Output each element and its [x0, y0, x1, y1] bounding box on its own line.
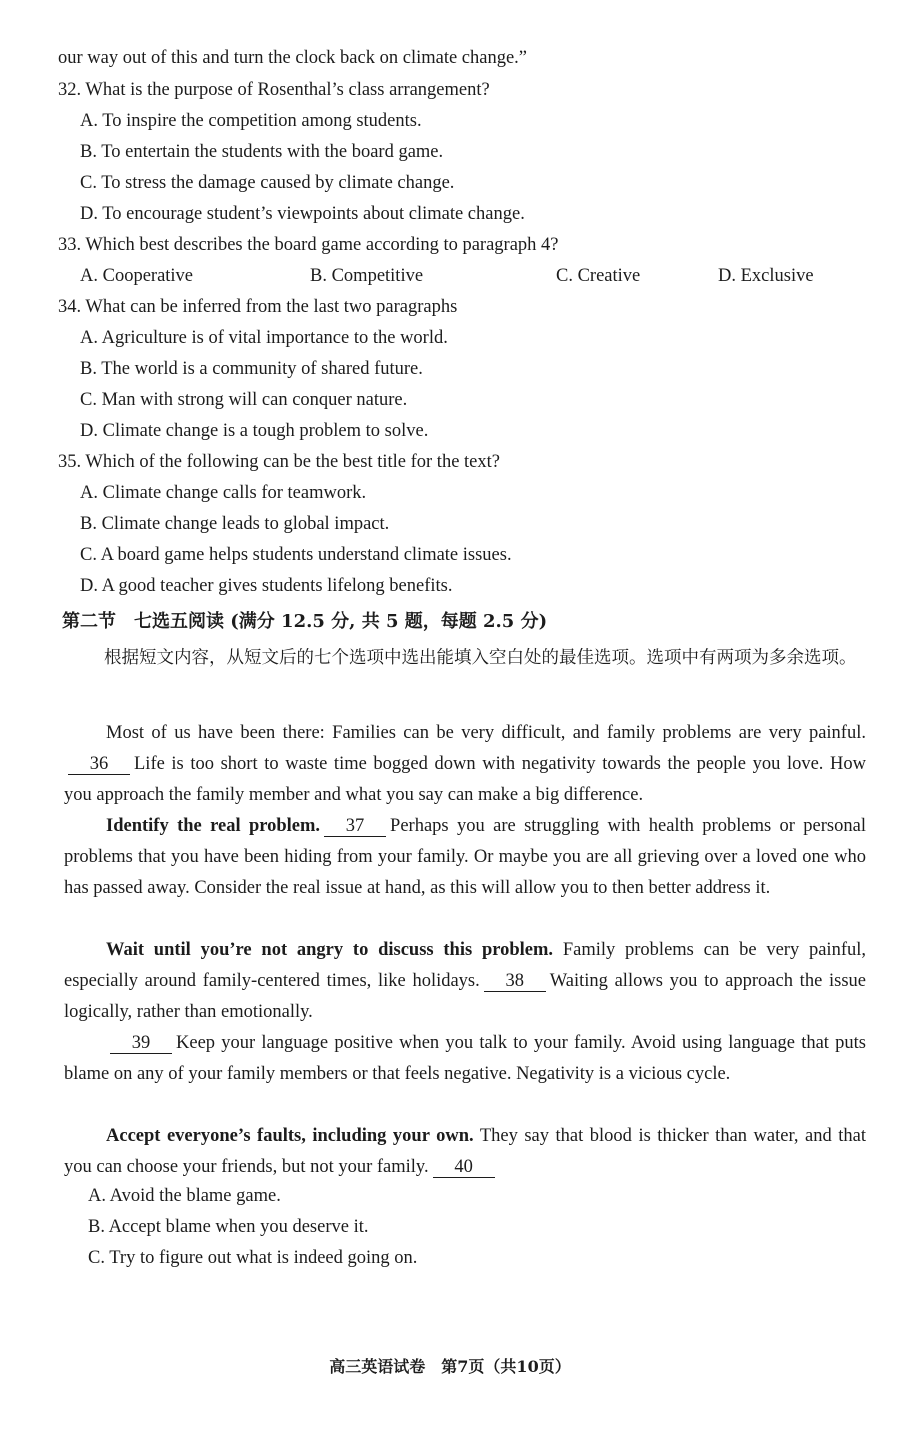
- passage-paragraph-2: [64, 811, 866, 904]
- section-instruction: 根据短文内容，从短文后的七个选项中选出能填入空白处的最佳选项。选项中有两项为多余选项。: [104, 648, 857, 668]
- question-35-option-c: C. A board game helps students understand climate issues.: [80, 545, 512, 565]
- blank-38: 38: [484, 971, 546, 992]
- question-32-option-b: B. To entertain the students with the board game.: [80, 142, 444, 162]
- blank-40: 40: [433, 1157, 495, 1178]
- passage-paragraph-1: [64, 718, 866, 811]
- blank-39: 39: [110, 1033, 172, 1054]
- paragraph-5-text: They say that blood is thicker than water, and that you can choose your friends, but not your family.: [64, 1126, 866, 1177]
- question-34-option-b: B. The world is a community of shared future.: [80, 359, 423, 379]
- question-32-option-a: A. To inspire the competition among students.: [80, 111, 422, 131]
- passage-paragraph-5: [64, 1121, 866, 1183]
- blank-37: 37: [324, 816, 386, 837]
- question-35-stem: 35. Which of the following can be the best title for the text?: [58, 452, 500, 472]
- section-heading: 第二节 七选五阅读 (满分 12.5 分, 共 5 题，每题 2.5 分): [62, 611, 548, 632]
- seven-option-a: A. Avoid the blame game.: [88, 1186, 281, 1206]
- question-35-option-b: B. Climate change leads to global impact.: [80, 514, 390, 534]
- question-33-option-d: D. Exclusive: [718, 266, 814, 286]
- question-33-option-c: C. Creative: [556, 266, 641, 286]
- paragraph-3-text-a: Family problems can be very painful, especially around family-centered times, like holidays.: [64, 940, 866, 991]
- question-34-option-a: A. Agriculture is of vital importance to the world.: [80, 328, 448, 348]
- paragraph-5-lead: Accept everyone’s faults, including your own.: [106, 1126, 474, 1146]
- passage-continuation-line: our way out of this and turn the clock back on climate change.”: [58, 48, 528, 68]
- paragraph-2-lead: Identify the real problem.: [106, 816, 321, 836]
- question-35-option-a: A. Climate change calls for teamwork.: [80, 483, 367, 503]
- question-32-option-c: C. To stress the damage caused by climate change.: [80, 173, 455, 193]
- paragraph-4-text: Keep your language positive when you talk to your family. Avoid using language that puts blame on any of your family members or that feels negative. Negativity is a vicious cycle.: [64, 1033, 866, 1084]
- question-33-stem: 33. Which best describes the board game according to paragraph 4?: [58, 235, 559, 255]
- paragraph-1-text-a: Most of us have been there: Families can be very difficult, and family problems are very painful.: [106, 723, 866, 743]
- seven-option-c: C. Try to figure out what is indeed going on.: [88, 1248, 418, 1268]
- question-34-stem: 34. What can be inferred from the last two paragraphs: [58, 297, 458, 317]
- paragraph-2-text: Perhaps you are struggling with health problems or personal problems that you have been hiding from your family. Or maybe you are all grieving over a loved one who has passed away. Consider the real issue at hand, as this will allow you to then better address it.: [64, 816, 866, 898]
- question-33-option-a: A. Cooperative: [80, 266, 194, 286]
- question-33-option-b: B. Competitive: [310, 266, 424, 286]
- question-32-option-d: D. To encourage student’s viewpoints about climate change.: [80, 204, 525, 224]
- paragraph-3-text-b: Waiting allows you to approach the issue logically, rather than emotionally.: [64, 971, 866, 1022]
- passage-paragraph-4: [64, 1028, 866, 1090]
- passage-paragraph-3: [64, 935, 866, 1028]
- question-35-option-d: D. A good teacher gives students lifelong benefits.: [80, 576, 453, 596]
- paragraph-1-text-b: Life is too short to waste time bogged down with negativity towards the people you love. How you approach the family member and what you say can make a big difference.: [64, 754, 866, 805]
- blank-36: 36: [68, 754, 130, 775]
- seven-option-b: B. Accept blame when you deserve it.: [88, 1217, 369, 1237]
- question-32-stem: 32. What is the purpose of Rosenthal’s class arrangement?: [58, 80, 490, 100]
- paragraph-3-lead: Wait until you’re not angry to discuss this problem.: [106, 940, 554, 960]
- question-34-option-c: C. Man with strong will can conquer nature.: [80, 390, 408, 410]
- question-34-option-d: D. Climate change is a tough problem to solve.: [80, 421, 429, 441]
- page-footer: 高三英语试卷 第7页（共10页）: [329, 1357, 571, 1376]
